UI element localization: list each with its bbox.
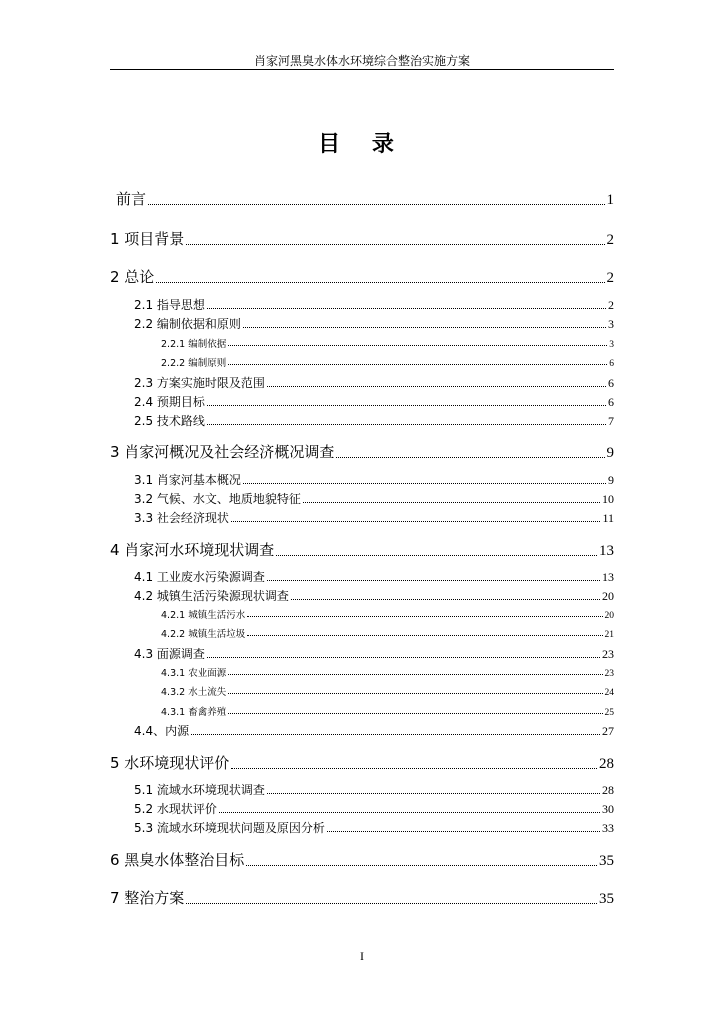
toc-leader-dots	[247, 616, 602, 617]
toc-leader-dots	[336, 457, 604, 458]
toc-entry[interactable]	[161, 626, 614, 640]
toc-entry-page: 35	[599, 891, 614, 907]
toc-entry-page: 1	[606, 192, 614, 208]
toc-entry-label: 3.3 社会经济现状	[134, 511, 229, 525]
toc-entry[interactable]	[134, 722, 614, 739]
toc-entry-label: 2.4 预期目标	[134, 395, 205, 409]
toc-entry-page: 27	[602, 724, 614, 738]
toc-entry[interactable]	[110, 887, 614, 908]
toc-leader-dots	[228, 674, 602, 675]
toc-leader-dots	[207, 405, 606, 406]
toc-entry-label: 4.2 城镇生活污染源现状调查	[134, 589, 289, 603]
toc-leader-dots	[207, 424, 606, 425]
page-number: I	[360, 949, 364, 963]
toc-entry-page: 30	[602, 802, 614, 816]
toc-entry-page: 21	[604, 630, 614, 640]
toc-entry[interactable]	[110, 441, 614, 462]
toc-leader-dots	[186, 244, 604, 245]
toc-entry-label: 4.3.1 畜禽养殖	[161, 707, 227, 718]
toc-entry-page: 23	[602, 647, 614, 661]
toc-entry-page: 6	[608, 376, 614, 390]
toc-leader-dots	[228, 364, 607, 365]
toc-entry-label: 4.2.1 城镇生活污水	[161, 610, 246, 621]
toc-entry[interactable]	[134, 412, 614, 429]
toc-entry-page: 3	[609, 340, 614, 350]
toc-entry[interactable]	[161, 704, 614, 718]
toc-entry[interactable]	[134, 819, 614, 836]
toc-entry-label: 3 肖家河概况及社会经济概况调查	[110, 443, 335, 461]
toc-entry-page: 3	[608, 317, 614, 331]
toc-leader-dots	[243, 483, 606, 484]
toc-entry[interactable]	[161, 336, 614, 350]
toc-entry-label: 4.3.1 农业面源	[161, 668, 227, 679]
toc-entry[interactable]	[134, 374, 614, 391]
toc-leader-dots	[207, 657, 600, 658]
toc-leader-dots	[291, 599, 600, 600]
toc-title: 目 录	[318, 132, 406, 157]
toc-entry-page: 11	[602, 511, 614, 525]
toc-entry-label: 2.2 编制依据和原则	[134, 317, 241, 331]
toc-leader-dots	[228, 713, 602, 714]
toc-leader-dots	[303, 502, 600, 503]
toc-entry-page: 35	[599, 853, 614, 869]
toc-entry[interactable]	[134, 568, 614, 585]
toc-leader-dots	[243, 327, 606, 328]
toc-entry-page: 9	[606, 445, 614, 461]
toc-entry-label: 2.5 技术路线	[134, 414, 205, 428]
toc-entry-label: 2.1 指导思想	[134, 298, 205, 312]
toc-entry[interactable]	[134, 781, 614, 798]
toc-entry[interactable]	[116, 188, 614, 209]
toc-entry-page: 24	[604, 688, 614, 698]
toc-entry[interactable]	[161, 684, 614, 698]
toc-entry-label: 5.3 流域水环境现状问题及原因分析	[134, 821, 325, 835]
toc-entry-label: 4 肖家河水环境现状调查	[110, 541, 275, 559]
toc-entry-label: 3.1 肖家河基本概况	[134, 473, 241, 487]
toc-entry-page: 13	[602, 570, 614, 584]
toc-entry-label: 3.2 气候、水文、地质地貌特征	[134, 492, 301, 506]
toc-entry-page: 7	[608, 414, 614, 428]
toc-leader-dots	[267, 793, 600, 794]
running-header: 肖家河黑臭水体水环境综合整治实施方案	[253, 54, 470, 68]
toc-leader-dots	[327, 831, 600, 832]
toc-entry[interactable]	[134, 509, 614, 526]
toc-entry-page: 20	[602, 589, 614, 603]
toc-entry[interactable]	[134, 471, 614, 488]
toc-entry-label: 4.2.2 城镇生活垃圾	[161, 629, 246, 640]
toc-entry[interactable]	[134, 587, 614, 604]
toc-entry[interactable]	[134, 645, 614, 662]
toc-leader-dots	[228, 693, 602, 694]
toc-entry-label: 2.3 方案实施时限及范围	[134, 376, 265, 390]
toc-entry-label: 4.4、内源	[134, 724, 190, 738]
toc-entry-page: 25	[604, 708, 614, 718]
toc-leader-dots	[267, 386, 606, 387]
toc-entry-page: 6	[608, 395, 614, 409]
toc-entry-page: 23	[604, 669, 614, 679]
toc-leader-dots	[156, 282, 604, 283]
toc-entry-page: 2	[606, 270, 614, 286]
toc-entry[interactable]	[110, 849, 614, 870]
toc-entry-label: 5.1 流域水环境现状调查	[134, 783, 265, 797]
toc-entry[interactable]	[110, 266, 614, 287]
toc-leader-dots	[231, 768, 597, 769]
toc-entry-label: 前言	[116, 190, 147, 208]
toc-entry[interactable]	[110, 539, 614, 560]
toc-entry-label: 5 水环境现状评价	[110, 754, 230, 772]
toc-entry[interactable]	[161, 665, 614, 679]
toc-entry-page: 9	[608, 473, 614, 487]
toc-leader-dots	[219, 812, 600, 813]
toc-entry[interactable]	[161, 355, 614, 369]
toc-entry-page: 2	[606, 232, 614, 248]
toc-entry[interactable]	[134, 490, 614, 507]
toc-leader-dots	[186, 903, 597, 904]
toc-entry-page: 10	[602, 492, 614, 506]
toc-entry-page: 6	[609, 359, 614, 369]
toc-entry-page: 2	[608, 298, 614, 312]
toc-entry-label: 4.3.2 水土流失	[161, 687, 227, 698]
toc-leader-dots	[267, 580, 600, 581]
toc-entry-page: 20	[604, 611, 614, 621]
toc-leader-dots	[231, 521, 601, 522]
toc-entry-label: 2 总论	[110, 268, 155, 286]
toc-leader-dots	[228, 345, 607, 346]
toc-entry[interactable]	[134, 800, 614, 817]
toc-entry-label: 6 黑臭水体整治目标	[110, 851, 245, 869]
toc-entry-page: 28	[602, 783, 614, 797]
toc-entry[interactable]	[161, 607, 614, 621]
toc-leader-dots	[148, 204, 604, 205]
toc-leader-dots	[191, 734, 600, 735]
toc-entry-label: 5.2 水现状评价	[134, 802, 217, 816]
toc-entry-page: 13	[599, 543, 614, 559]
toc-entry-page: 28	[599, 756, 614, 772]
toc-entry-label: 1 项目背景	[110, 230, 185, 248]
toc-entry-label: 2.2.2 编制原则	[161, 358, 227, 369]
toc-entry[interactable]	[110, 228, 614, 249]
toc-entry[interactable]	[134, 315, 614, 332]
toc-entry[interactable]	[134, 393, 614, 410]
toc-entry[interactable]	[134, 296, 614, 313]
toc-entry[interactable]	[110, 752, 614, 773]
toc-leader-dots	[276, 555, 597, 556]
toc-leader-dots	[246, 865, 597, 866]
toc-entry-label: 4.1 工业废水污染源调查	[134, 570, 265, 584]
toc-leader-dots	[207, 308, 606, 309]
toc-entry-label: 4.3 面源调查	[134, 647, 205, 661]
toc-entry-page: 33	[602, 821, 614, 835]
toc-entry-label: 7 整治方案	[110, 889, 185, 907]
toc-leader-dots	[247, 635, 602, 636]
toc-entry-label: 2.2.1 编制依据	[161, 339, 227, 350]
